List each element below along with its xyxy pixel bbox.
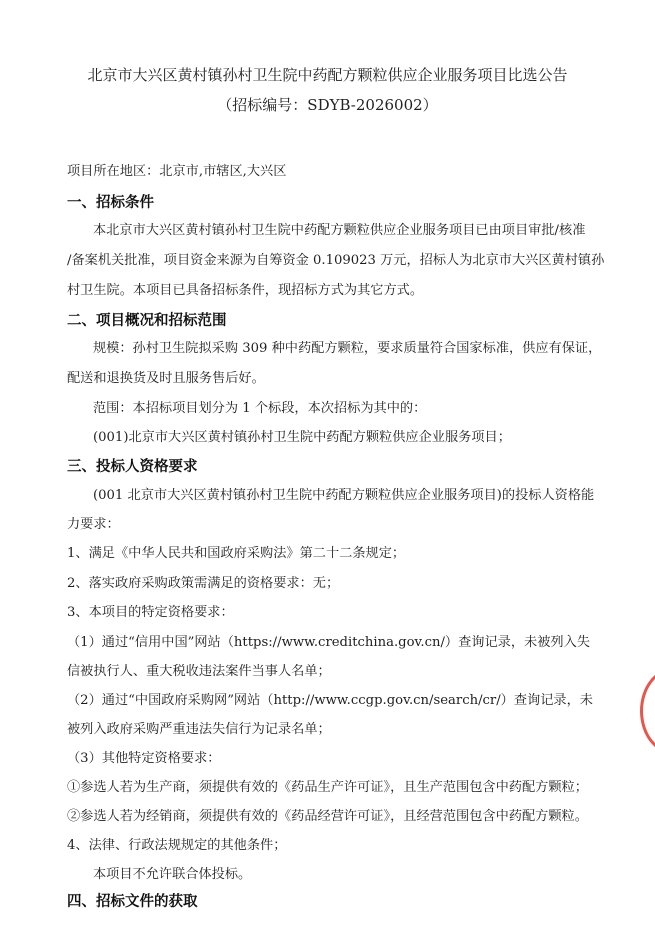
section-heading-3: 三、投标人资格要求	[67, 458, 198, 475]
project-location: 项目所在地区：北京市,市辖区,大兴区	[67, 164, 287, 179]
list-item: （1）通过“信用中国”网站（https://www.creditchina.gov.cn/）查询记录，未被列入失	[67, 635, 590, 650]
paragraph-line: 规模：孙村卫生院拟采购 309 种中药配方颗粒，要求质量符合国家标准，供应有保证，	[93, 341, 602, 356]
section-heading-1: 一、招标条件	[67, 194, 154, 211]
paragraph-line: (001 北京市大兴区黄村镇孙村卫生院中药配方颗粒供应企业服务项目)的投标人资格能	[93, 488, 595, 503]
tender-number: （招标编号：SDYB-2026002）	[217, 96, 438, 114]
paragraph-line: (001)北京市大兴区黄村镇孙村卫生院中药配方颗粒供应企业服务项目；	[93, 430, 511, 445]
section-heading-4: 四、招标文件的获取	[67, 893, 198, 910]
list-item: 3、本项目的特定资格要求：	[67, 605, 234, 620]
list-item: 被列入政府采购严重违法失信行为记录名单；	[67, 722, 331, 737]
list-item: 4、法律、行政法规规定的其他条件；	[67, 838, 287, 853]
red-seal-stamp	[640, 668, 655, 754]
paragraph-line: 本北京市大兴区黄村镇孙村卫生院中药配方颗粒供应企业服务项目已由项目审批/核准	[93, 223, 586, 238]
list-item: （2）通过“中国政府采购网”网站（http://www.ccgp.gov.cn/search/cr/）查询记录，未	[67, 693, 593, 708]
paragraph-line: 力要求：	[67, 517, 120, 532]
list-item: 信被执行人、重大税收违法案件当事人名单；	[67, 664, 331, 679]
document-title: 北京市大兴区黄村镇孙村卫生院中药配方颗粒供应企业服务项目比选公告	[87, 66, 568, 84]
section-heading-2: 二、项目概况和招标范围	[67, 312, 227, 329]
paragraph-line: 范围：本招标项目划分为 1 个标段，本次招标为其中的：	[93, 401, 427, 416]
list-item: ①参选人若为生产商，须提供有效的《药品生产许可证》，且生产范围包含中药配方颗粒；	[67, 780, 588, 795]
list-item: （3）其他特定资格要求：	[67, 751, 221, 766]
paragraph-line: 配送和退换货及时且服务售后好。	[67, 371, 265, 386]
paragraph-line: 村卫生院。本项目已具备招标条件，现招标方式为其它方式。	[67, 283, 424, 298]
paragraph-line: /备案机关批准，项目资金来源为自筹资金 0.109023 万元，招标人为北京市大兴区黄村镇孙	[67, 253, 605, 268]
list-item: 1、满足《中华人民共和国政府采购法》第二十二条规定；	[67, 546, 406, 561]
list-item: ②参选人若为经销商，须提供有效的《药品经营许可证》，且经营范围包含中药配方颗粒。	[67, 809, 588, 824]
list-item: 2、落实政府采购政策需满足的资格要求：无；	[67, 576, 340, 591]
paragraph-line: 本项目不允许联合体投标。	[93, 867, 252, 882]
